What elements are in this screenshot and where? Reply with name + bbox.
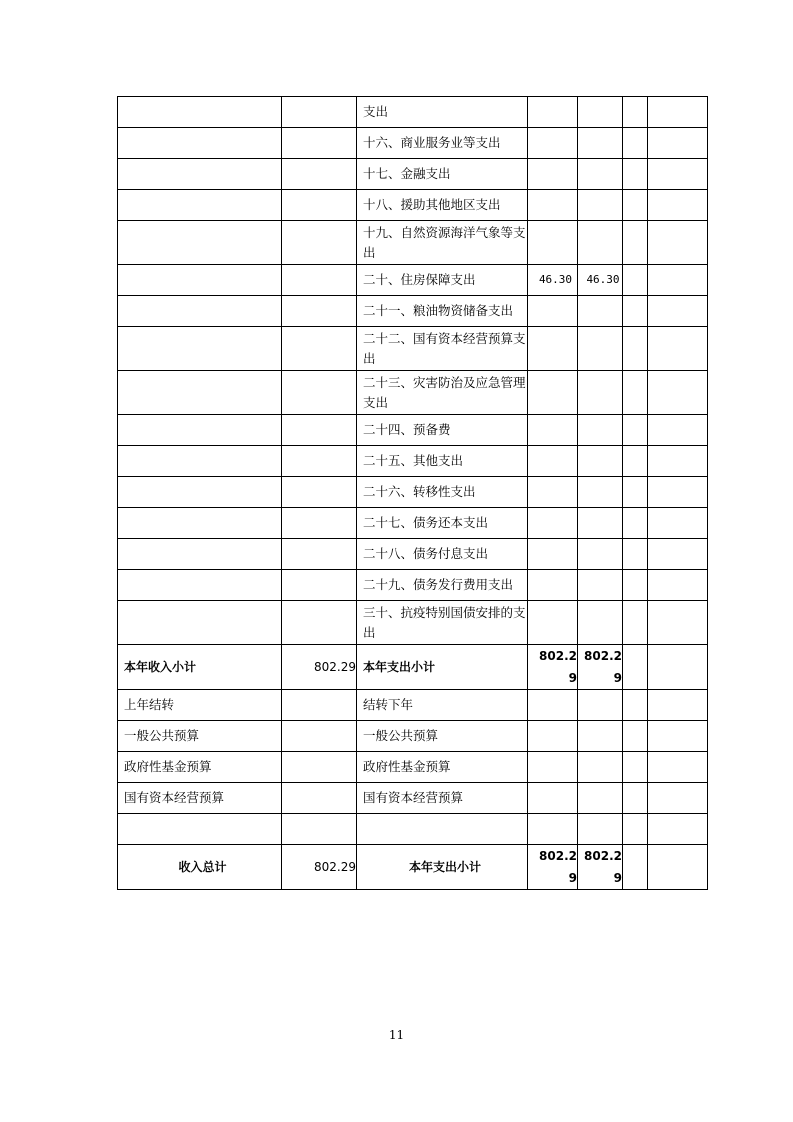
income-total-label: 收入总计 <box>118 845 282 890</box>
expense-item: 十九、自然资源海洋气象等支出 <box>357 221 528 265</box>
expense-item: 二十七、债务还本支出 <box>357 508 528 539</box>
expense-subtotal-col2: 802.29 <box>578 645 623 690</box>
expense-subtotal-label: 本年支出小计 <box>357 645 528 690</box>
table-row <box>118 415 708 446</box>
total-row <box>118 845 708 890</box>
housing-col2-value: 46.30 <box>578 265 623 296</box>
expense-item: 十八、援助其他地区支出 <box>357 190 528 221</box>
table-row <box>118 159 708 190</box>
table-row <box>118 265 708 296</box>
income-subtotal-value: 802.29 <box>282 645 357 690</box>
table-row <box>118 97 708 128</box>
subtotal-row <box>118 645 708 690</box>
carryover-expense-item: 一般公共预算 <box>357 721 528 752</box>
income-total-value: 802.29 <box>282 845 357 890</box>
carryover-income-item: 一般公共预算 <box>118 721 282 752</box>
table-row <box>118 814 708 845</box>
table-row <box>118 570 708 601</box>
table-row <box>118 327 708 371</box>
carryover-income-item: 国有资本经营预算 <box>118 783 282 814</box>
carryover-income-item: 政府性基金预算 <box>118 752 282 783</box>
table-row <box>118 783 708 814</box>
carryover-expense-label: 结转下年 <box>357 690 528 721</box>
carryover-income-label: 上年结转 <box>118 690 282 721</box>
carryover-expense-item: 政府性基金预算 <box>357 752 528 783</box>
table-row <box>118 190 708 221</box>
table-row <box>118 296 708 327</box>
expense-item: 二十八、债务付息支出 <box>357 539 528 570</box>
expense-total-col2: 802.29 <box>578 845 623 890</box>
expense-item: 二十一、粮油物资储备支出 <box>357 296 528 327</box>
expense-item: 二十、住房保障支出 <box>357 265 528 296</box>
expense-item: 三十、抗疫特别国债安排的支出 <box>357 601 528 645</box>
table-row <box>118 508 708 539</box>
expense-subtotal-col1: 802.29 <box>528 645 578 690</box>
expense-item: 十七、金融支出 <box>357 159 528 190</box>
table-row <box>118 539 708 570</box>
expense-item: 十六、商业服务业等支出 <box>357 128 528 159</box>
table-row <box>118 221 708 265</box>
expense-item: 二十四、预备费 <box>357 415 528 446</box>
table-row <box>118 371 708 415</box>
housing-col1-value: 46.30 <box>528 265 578 296</box>
table-row <box>118 752 708 783</box>
expense-total-label: 本年支出小计 <box>357 845 528 890</box>
expense-item: 支出 <box>357 97 528 128</box>
table-row <box>118 690 708 721</box>
table-row <box>118 477 708 508</box>
expense-total-col1: 802.29 <box>528 845 578 890</box>
table-row <box>118 128 708 159</box>
carryover-expense-item: 国有资本经营预算 <box>357 783 528 814</box>
budget-table <box>117 96 708 890</box>
income-subtotal-label: 本年收入小计 <box>118 645 282 690</box>
table-row <box>118 446 708 477</box>
expense-item: 二十五、其他支出 <box>357 446 528 477</box>
table-row <box>118 721 708 752</box>
expense-item: 二十六、转移性支出 <box>357 477 528 508</box>
page-number: 11 <box>388 1028 405 1042</box>
expense-item: 二十三、灾害防治及应急管理支出 <box>357 371 528 415</box>
expense-item: 二十九、债务发行费用支出 <box>357 570 528 601</box>
expense-item: 二十二、国有资本经营预算支出 <box>357 327 528 371</box>
table-row <box>118 601 708 645</box>
